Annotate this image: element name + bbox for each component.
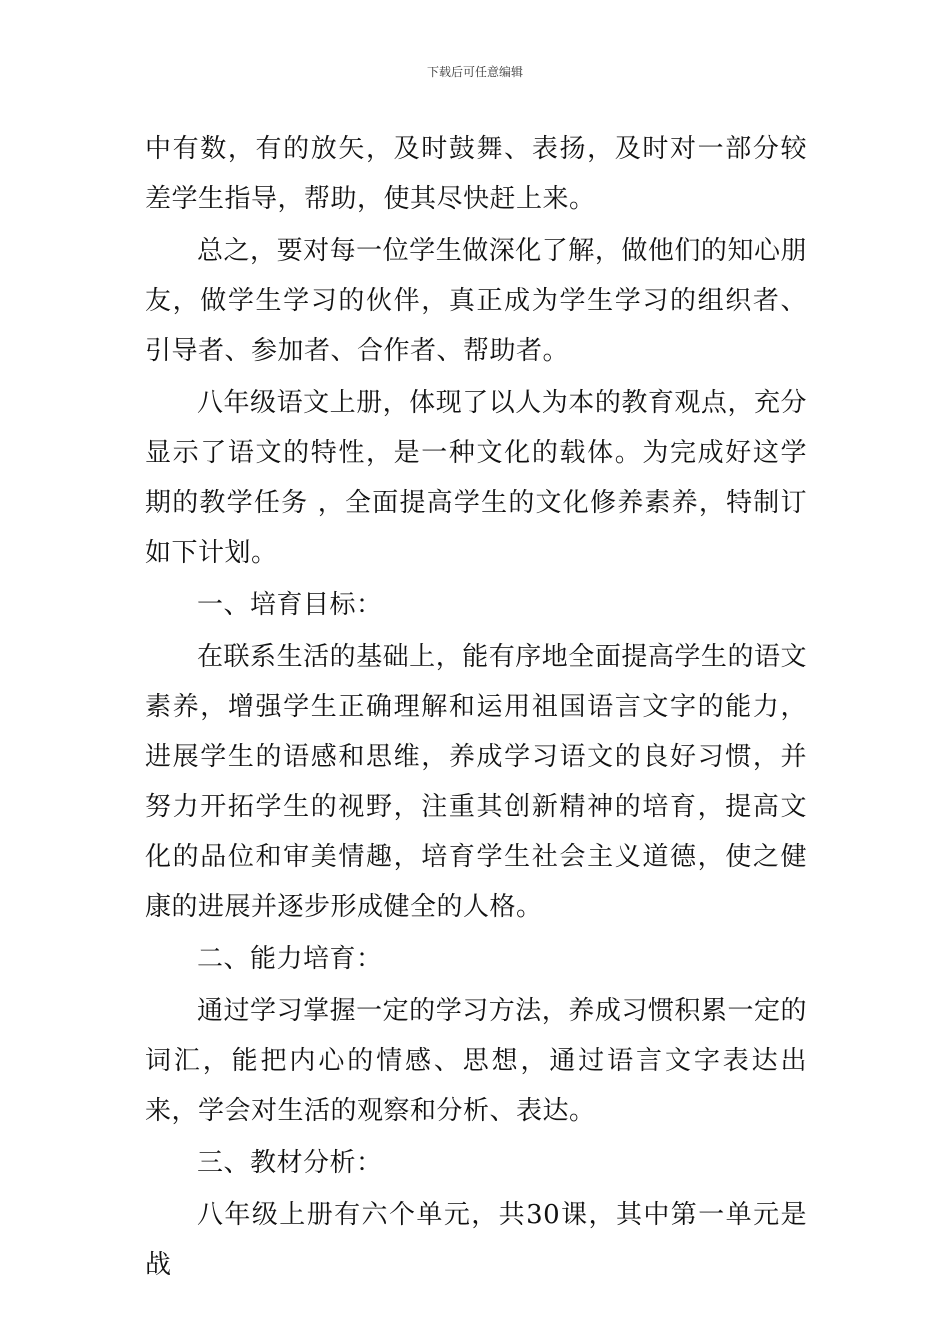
paragraph-textbook: 八年级上册有六个单元，共30课，其中第一单元是战 (145, 1200, 807, 1280)
page-header: 下载后可任意编辑 (426, 65, 523, 79)
section-heading-textbook: 三、教材分析： (197, 1148, 383, 1178)
section-heading-abilities: 二、能力培育： (197, 944, 383, 974)
paragraph-continuation: 中有数，有的放矢，及时鼓舞、表扬，及时对一部分较差学生指导，帮助，使其尽快赶上来。 (145, 134, 807, 214)
document-body (145, 124, 807, 1292)
paragraph-abilities: 通过学习掌握一定的学习方法，养成习惯积累一定的词汇，能把内心的情感、思想，通过语言文字表达出来，学会对生活的观察和分析、表达。 (145, 996, 807, 1126)
paragraph-goals: 在联系生活的基础上，能有序地全面提高学生的语文素养，增强学生正确理解和运用祖国语言文字的能力，进展学生的语感和思维，养成学习语文的良好习惯，并努力开拓学生的视野，注重其创新精神的培育，提高文化的品位和审美情趣，培育学生社会主义道德，使之健康的进展并逐步形成健全的人格。 (145, 642, 807, 922)
section-heading-goals: 一、培育目标： (197, 590, 383, 620)
paragraph-intro: 八年级语文上册，体现了以人为本的教育观点，充分显示了语文的特性，是一种文化的载体。为完成好这学期的教学任务 ，全面提高学生的文化修养素养，特制订如下计划。 (145, 388, 807, 568)
paragraph-summary: 总之，要对每一位学生做深化了解，做他们的知心朋友，做学生学习的伙伴，真正成为学生学习的组织者、引导者、参加者、合作者、帮助者。 (145, 236, 807, 366)
